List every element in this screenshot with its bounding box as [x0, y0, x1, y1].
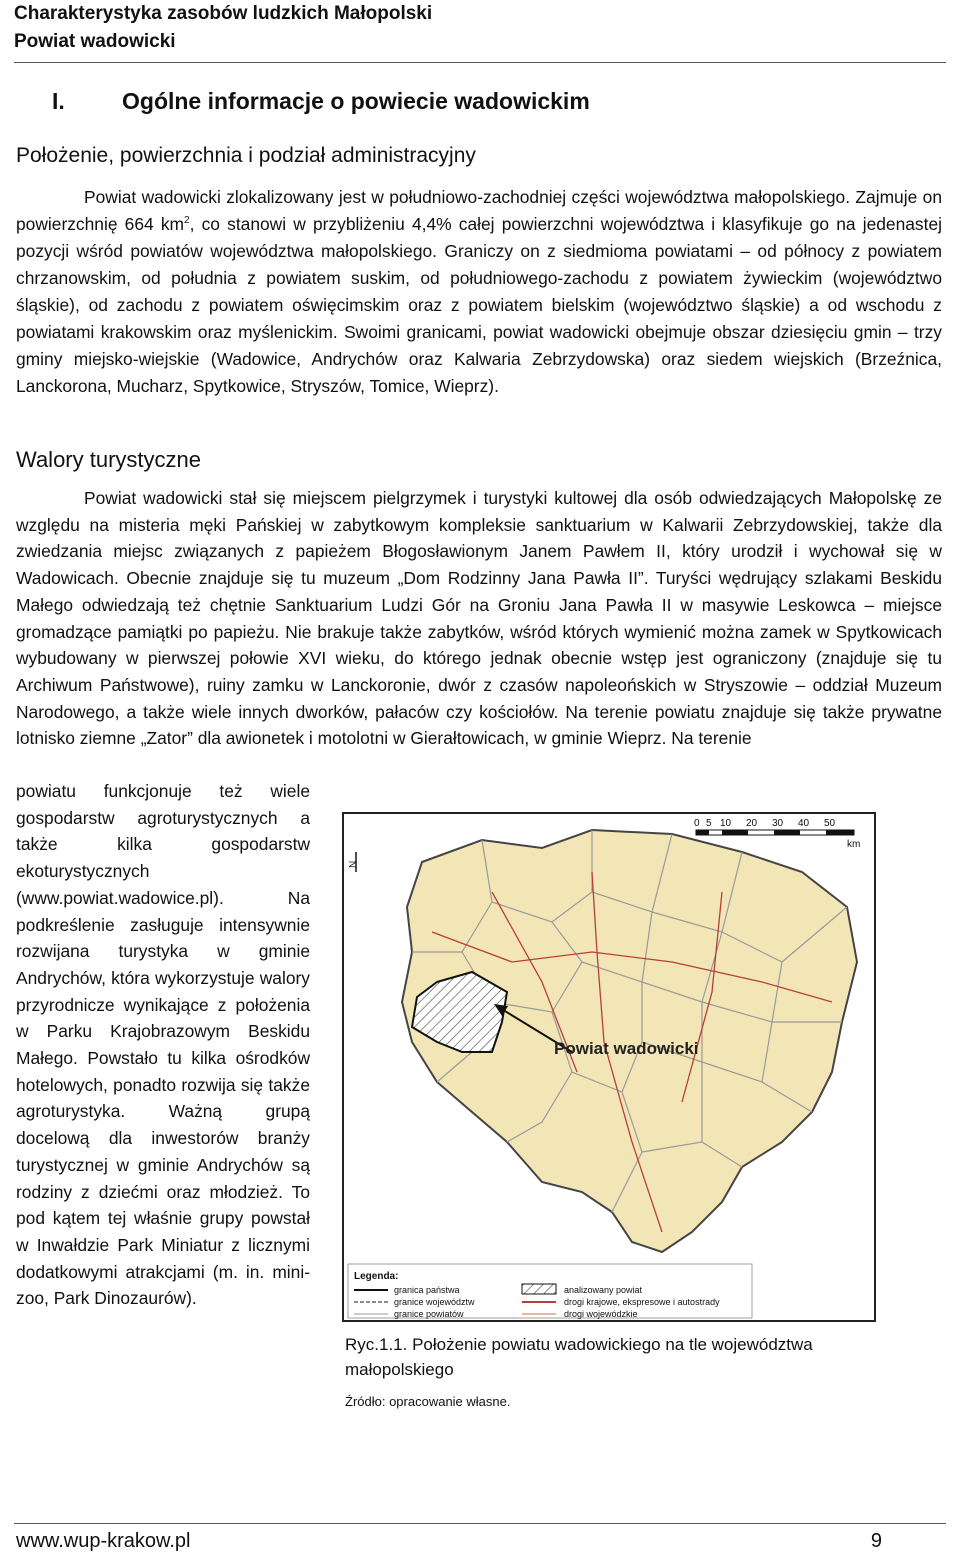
svg-text:10: 10	[720, 818, 732, 829]
para-location-a: Powiat wadowicki zlokalizowany jest w południowo-zachodniej części województwa małopolskiego. Zajmuje on powierzchnię 664 km	[16, 187, 942, 234]
chapter-number: I.	[52, 88, 65, 114]
section-heading-tourism: Walory turystyczne	[16, 447, 202, 472]
page-number: 9	[870, 1530, 882, 1552]
svg-text:drogi krajowe, ekspresowe i au: drogi krajowe, ekspresowe i autostrady	[564, 1297, 720, 1307]
footer-url[interactable]: www.wup-krakow.pl	[16, 1530, 191, 1552]
section-heading-location: Położenie, powierzchnia i podział administracyjny	[16, 144, 476, 167]
svg-text:drogi wojewódzkie: drogi wojewódzkie	[564, 1309, 638, 1319]
svg-text:5: 5	[706, 818, 712, 829]
svg-text:analizowany powiat: analizowany powiat	[564, 1285, 643, 1295]
map-svg	[342, 812, 876, 1322]
chapter-heading	[52, 88, 590, 115]
svg-text:km: km	[847, 839, 861, 850]
svg-text:30: 30	[772, 818, 784, 829]
map-figure	[342, 812, 876, 1322]
footer-divider	[14, 1523, 946, 1524]
running-header	[14, 0, 432, 56]
svg-text:20: 20	[746, 818, 758, 829]
svg-text:0: 0	[694, 818, 700, 829]
callout-label: Powiat wadowicki	[554, 1039, 699, 1058]
para-location-c: Graniczy on z siedmioma powiatami – od północy z powiatem chrzanowskim, od południa z powiatem suskim, od południowego-zachodu z powiatem żywieckim (województwo śląskie), od zachodu z powiatem oświęcimskim oraz z powiatem bielskim (województwo śląskie) a od wschodu z powiatami krakowskim oraz myślenickim. Swoimi granicami, powiat wadowicki obejmuje obszar dziesięciu gmin – trzy gminy miejsko-wiejskie (Wadowice, Andrychów oraz Kalwaria Zebrzydowska) oraz siedem wiejskich (Brzeźnica, Lanckorona, Mucharz, Spytkowice, Stryszów, Tomice, Wieprz).	[16, 241, 942, 396]
chapter-title: Ogólne informacje o powiecie wadowickim	[122, 88, 590, 114]
area-superscript: 2	[184, 215, 190, 227]
figure-caption: Ryc.1.1. Położenie powiatu wadowickiego na tle województwa małopolskiego	[345, 1335, 813, 1379]
paragraph-location	[16, 184, 942, 400]
paragraph-tourism-1: Powiat wadowicki stał się miejscem pielgrzymek i turystyki kultowej dla osób odwiedzających Małopolskę ze względu na misteria męki Pańskiej w zabytkowym kompleksie sanktuarium w Kalwarii Zebrzydowskiej, także dla zwiedzania miejsc związanych z papieżem Błogosławionym Janem Pawłem II, który urodził i wychował się w Wadowicach. Obecnie znajduje się tu muzeum „Dom Rodzinny Jana Pawła II”. Turyści wędrujący szlakami Beskidu Małego odwiedzają też chętnie Sanktuarium Ludzi Gór na Groniu Jana Pawła II w masywie Leskowca – miejsce gromadzące pamiątki po papieżu. Nie brakuje także zabytków, wśród których wymienić można zamek w Spytkowicach wybudowany w pierwszej połowie XVI wieku, do którego jednak obecnie wstęp jest ograniczony (znajduje się tu Archiwum Państwowe), ruiny zamku w Lanckoronie, dwór z czasów napoleońskich w Stryszowie – oddział Muzeum Narodowego, a także wiele innych dworków, pałaców czy kościołów. Na terenie powiatu znajduje się także prywatne lotnisko ziemne „Zator” dla awionetek i motolotni w Gierałtowicach, w gminie Wieprz. Na terenie	[16, 488, 942, 749]
header-divider	[14, 62, 946, 63]
para-location-b: , co stanowi w przybliżeniu 4,4% całej powierzchni województwa i klasyfikuje go na jedenastej pozycji wśród powiatów województwa małopolskiego.	[16, 214, 942, 261]
svg-text:granica państwa: granica państwa	[394, 1285, 460, 1295]
svg-text:50: 50	[824, 818, 836, 829]
svg-text:granice powiatów: granice powiatów	[394, 1309, 464, 1319]
header-title: Charakterystyka zasobów ludzkich Małopolski	[14, 3, 433, 24]
header-subtitle: Powiat wadowicki	[14, 31, 176, 52]
paragraph-tourism-2: powiatu funkcjonuje też wiele gospodarstw agroturystycznych a także kilka gospodarstw ekoturystycznych (www.powiat.wadowice.pl). Na podkreślenie zasługuje intensywnie rozwijana turystyka w gminie Andrychów, która wykorzystuje walory przyrodnicze wynikające z położenia w Parku Krajobrazowym Beskidu Małego. Powstało tu kilka ośrodków hotelowych, ponadto rozwija się także agroturystyka. Ważną grupą docelową dla inwestorów branży turystycznej w gminie Andrychów są rodziny z dziećmi oraz młodzież. To pod kątem tej właśnie grupy powstał w Inwałdzie Park Miniatur z licznymi dodatkowymi atrakcjami (m. in. mini-zoo, Park Dinozaurów).	[16, 781, 310, 1309]
svg-text:granice województw: granice województw	[394, 1297, 475, 1307]
figure-source: Źródło: opracowanie własne.	[345, 1394, 511, 1409]
svg-text:Legenda:: Legenda:	[354, 1271, 399, 1282]
svg-text:N: N	[348, 860, 359, 868]
svg-text:40: 40	[798, 818, 810, 829]
map-legend	[348, 1264, 752, 1319]
